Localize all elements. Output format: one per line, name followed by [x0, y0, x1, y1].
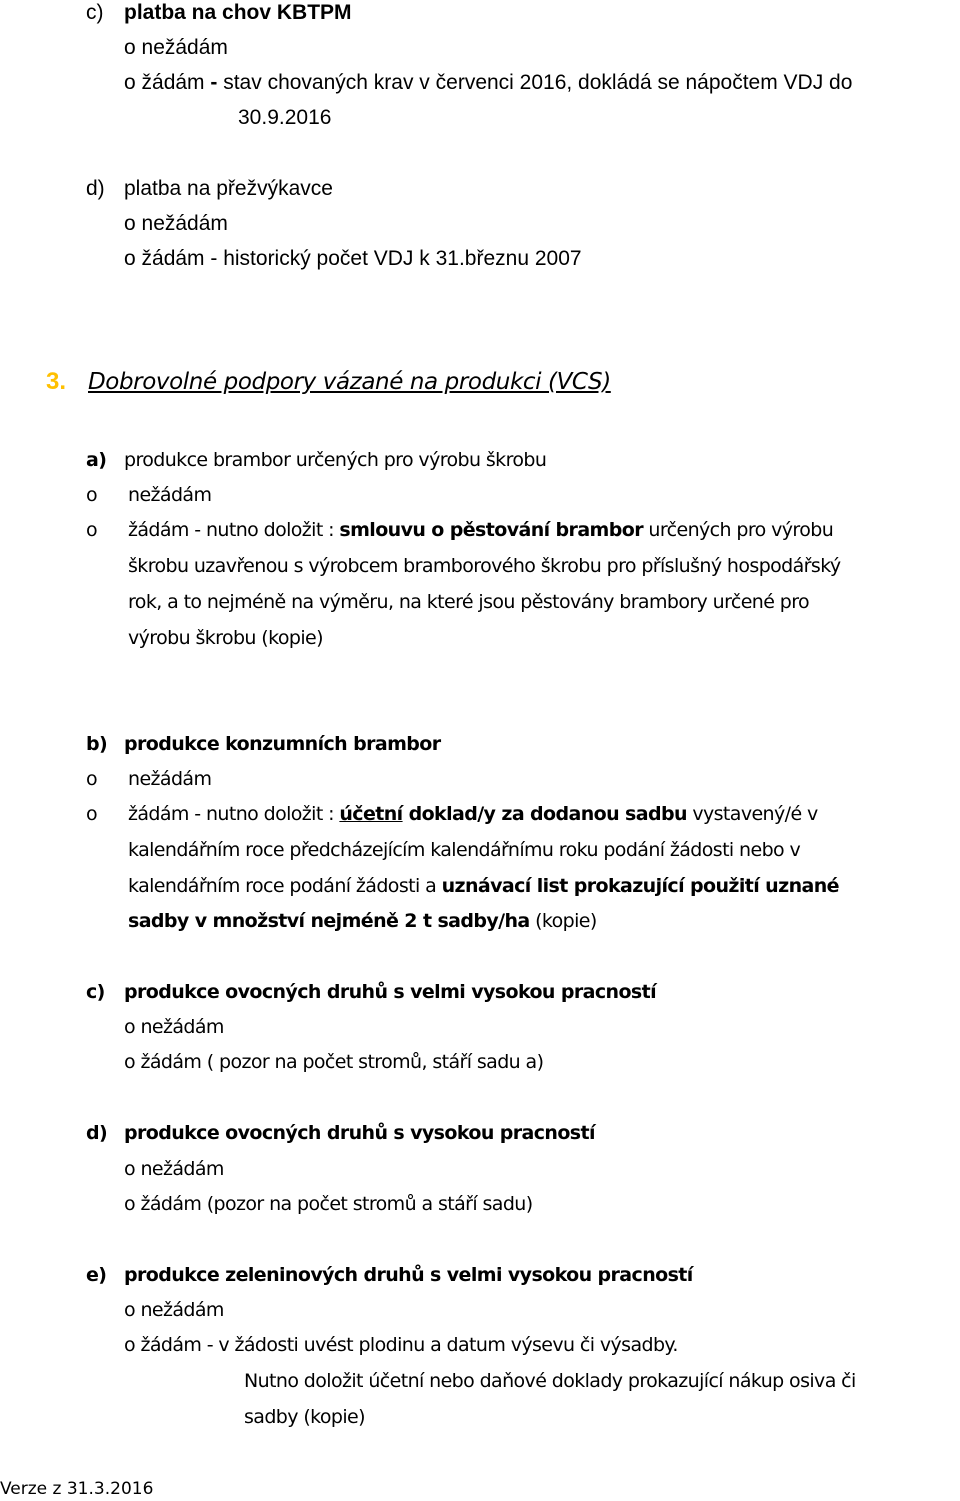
item-letter: c): [86, 1, 104, 24]
option-bold-underlined: účetní: [339, 803, 403, 825]
option-post: vystavený/é v: [686, 803, 818, 825]
line-pre: kalendářním roce podání žádosti a: [128, 875, 442, 897]
option-yes: [86, 517, 834, 543]
item-title: platba na chov KBTPM: [124, 1, 352, 24]
option-text: [128, 517, 833, 543]
option-no: [86, 482, 212, 508]
option-yes-date: 30.9.2016: [238, 106, 332, 129]
option-bold: doklad/y za dodanou sadbu: [402, 803, 687, 825]
item-letter: e): [86, 1264, 107, 1286]
option-yes: [86, 801, 818, 827]
item-b-heading: [86, 731, 441, 757]
option-yes-label: o žádám: [124, 71, 211, 94]
item-e-heading: [86, 1262, 693, 1288]
option-bold: smlouvu o pěstování brambor: [339, 519, 643, 541]
option-yes-line3: [128, 873, 839, 899]
item-letter: d): [86, 177, 105, 200]
option-yes-line3: rok, a to nejméně na výměru, na které jsou pěstovány brambory určené pro: [128, 591, 810, 613]
item-c-heading: [86, 0, 352, 26]
item-title: produkce konzumních brambor: [124, 733, 441, 755]
option-no: [86, 766, 212, 792]
option-no: o nežádám: [124, 1299, 224, 1321]
item-letter: a): [86, 449, 107, 471]
line-bold: uznávací list prokazující použití uznané: [441, 875, 839, 897]
item-title: produkce ovocných druhů s vysokou pracností: [124, 1122, 595, 1144]
option-yes-detail: stav chovaných krav v červenci 2016, dokládá se nápočtem VDJ do: [217, 71, 853, 94]
section-heading: [46, 367, 611, 398]
item-c-heading: [86, 979, 657, 1005]
option-text: [128, 801, 818, 827]
option-yes-line3: sadby (kopie): [244, 1406, 365, 1428]
section-title: Dobrovolné podpory vázané na produkci (VCS): [88, 369, 611, 395]
line-bold: sadby v množství nejméně 2 t sadby/ha: [128, 910, 530, 932]
option-label: nežádám: [128, 484, 212, 506]
option-pre: žádám - nutno doložit :: [128, 803, 340, 825]
item-letter: c): [86, 981, 105, 1003]
section-number: 3.: [46, 368, 67, 395]
option-pre: žádám - nutno doložit :: [128, 519, 340, 541]
option-yes-line2: Nutno doložit účetní nebo daňové doklady prokazující nákup osiva či: [244, 1370, 856, 1392]
option-yes-line4: [128, 908, 597, 934]
option-yes-line2: škrobu uzavřenou s výrobcem bramborového škrobu pro příslušný hospodářský: [128, 555, 841, 577]
option-no: o nežádám: [124, 36, 228, 59]
option-yes-line2: kalendářním roce předcházejícím kalendářnímu roku podání žádosti nebo v: [128, 839, 801, 861]
footer-version: Verze z 31.3.2016: [0, 1479, 154, 1499]
option-yes: o žádám (pozor na počet stromů a stáří sadu): [124, 1193, 533, 1215]
dash: -: [210, 71, 218, 94]
option-bullet: o: [86, 803, 98, 825]
item-d-heading: [86, 1120, 595, 1146]
item-d-heading: [86, 176, 333, 202]
item-letter: b): [86, 733, 108, 755]
option-no: o nežádám: [124, 212, 228, 235]
item-title: produkce ovocných druhů s velmi vysokou pracností: [124, 981, 657, 1003]
option-label: nežádám: [128, 768, 212, 790]
option-yes-line4: výrobu škrobu (kopie): [128, 627, 323, 649]
item-title: produkce zeleninových druhů s velmi vysokou pracností: [124, 1264, 693, 1286]
option-yes: o žádám - historický počet VDJ k 31.březnu 2007: [124, 247, 582, 270]
line-post: (kopie): [529, 910, 597, 932]
option-yes: o žádám - v žádosti uvést plodinu a datum výsevu či výsadby.: [124, 1334, 678, 1356]
option-no: o nežádám: [124, 1016, 224, 1038]
option-yes: [124, 70, 852, 96]
option-bullet: o: [86, 519, 98, 541]
option-post: určených pro výrobu: [642, 519, 834, 541]
option-yes: o žádám ( pozor na počet stromů, stáří sadu a): [124, 1051, 544, 1073]
item-title: produkce brambor určených pro výrobu škrobu: [124, 449, 547, 471]
item-title: platba na přežvýkavce: [124, 177, 333, 200]
item-a-heading: [86, 447, 547, 473]
item-letter: d): [86, 1122, 108, 1144]
option-bullet: o: [86, 768, 98, 790]
option-bullet: o: [86, 484, 98, 506]
option-no: o nežádám: [124, 1158, 224, 1180]
